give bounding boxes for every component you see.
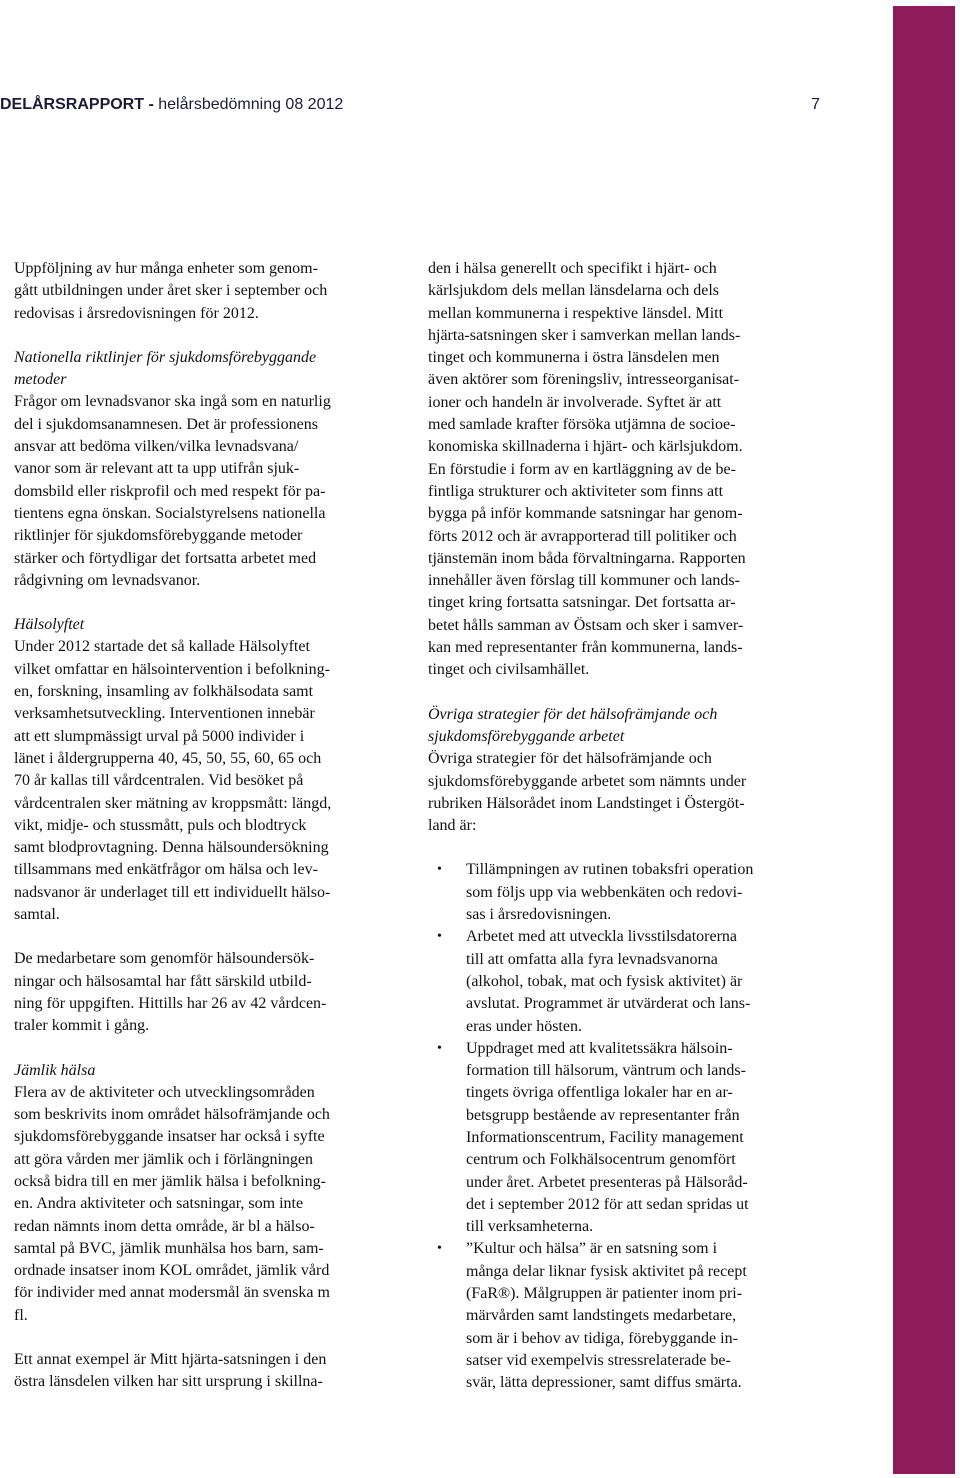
report-title [0,96,343,114]
section-body-halsolyftet-2: De medarbetare som genomför hälsoundersök- ningar och hälsosamtal har fått särskild utbild- ning för uppgiften. Hittills har 26 av 42 vårdcen- traler kommit i gång. [14,950,327,1035]
section-heading-riktlinjer: Nationella riktlinjer för sjukdomsförebyggande metoder [14,348,317,389]
left-column [14,258,406,1394]
section-body-ovriga-strategier: Övriga strategier för det hälsofrämjande och sjukdomsförebyggande arbetet som nämnts under rubriken Hälsorådet inom Landstinget i Östergöt- land är: [428,750,747,835]
bullet-item [428,1238,828,1394]
bullet-text: Arbetet med att utveckla livsstilsdatorerna till att omfatta alla fyra levnadsvanorna (alkohol, tobak, mat och fysisk aktivitet) är avslutat. Programmet är utvärderat och lans- eras under hösten. [466,928,751,1035]
report-title-bold: DELÅRSRAPPORT - [0,96,159,113]
intro-paragraph: Uppföljning av hur många enheter som genom- gått utbildningen under året sker i september och redovisas i årsredovisningen för 2012. [14,260,328,322]
section-body-jamlik-halsa: Flera av de aktiviteter och utvecklingsområden som beskrivits inom området hälsofrämjande och sjukdomsförebyggande insatser har också i syfte att göra vården mer jämlik och i förlängningen också bidra till en mer jämlik hälsa i befolkning- en. Andra aktiviteter och satsningar, som inte redan nämnts inom detta område, är bl a hälso- samtal på BVC, jämlik munhälsa hos barn, sam- ordnade insatser inom KOL området, jämlik vård för individer med annat modersmål än svenska m fl. [14,1083,330,1324]
sidebar-color-bar [893,6,955,1474]
bullet-icon: • [437,1241,442,1257]
section-body-jamlik-halsa-2: Ett annat exempel är Mitt hjärta-satsningen i den östra länsdelen vilken har sitt ursprung i skillna- [14,1351,327,1391]
bullet-icon: • [437,862,442,878]
report-title-subtitle: helårsbedömning 08 2012 [158,96,344,113]
continued-paragraph: den i hälsa generellt och specifikt i hjärt- och kärlsjukdom dels mellan länsdelarna och dels mellan kommunerna i respektive länsdel. Mitt hjärta-satsningen sker i samverkan mellan lands- tinget och kommunerna i östra länsdelen men även aktörer som föreningsliv, intresseorganisat- ioner och handeln är involverade. Syftet är att med samlade krafter försöka utjämna de socioe- konomiska skillnaderna i hjärt- och kärlsjukdom. En förstudie i form av en kartläggning av de be- fintliga strukturer och aktiviteter som finns att bygga på inför kommande satsningar har genom- förts 2012 och är avrapporterad till politiker och tjänstemän inom båda förvaltningarna. Rapporten innehåller även förslag till kommuner och lands- tinget kring fortsatta satsningar. Det fortsatta ar- betet hålls samman av Östsam och sker i samver- kan med representanter från kommunerna, lands- tinget och civilsamhället. [428,260,746,679]
bullet-icon: • [437,929,442,945]
section-heading-halsolyftet: Hälsolyftet [14,616,85,634]
section-heading-jamlik-halsa: Jämlik hälsa [14,1061,96,1079]
section-body-riktlinjer: Frågor om levnadsvanor ska ingå som en naturlig del i sjukdomsanamnesen. Det är professionens ansvar att bedöma vilken/vilka levnadsvana/ vanor som är relevant att ta upp utifrån sjuk- domsbild eller riskprofil och med respekt för pa- tientens egna önskan. Socialstyrelsens nationella riktlinjer för sjukdomsförebyggande metoder stärker och förtydligar det fortsatta arbetet med rådgivning om levnadsvanor. [14,393,331,589]
bullet-text: Tillämpningen av rutinen tobaksfri operation som följs upp via webbenkäten och redovi- sas i årsredovisningen. [466,861,754,924]
page-header [0,96,820,120]
bullet-item [428,859,828,926]
right-column [428,258,828,1395]
bullet-item [428,1038,828,1239]
bullet-text: Uppdraget med att kvalitetssäkra hälsoin- formation till hälsorum, väntrum och lands- tingets övriga offentliga lokaler har en ar- betsgrupp bestående av representanter från Informationscentrum, Facility management centrum och Folkhälsocentrum genomfört under året. Arbetet presenteras på Hälsoråd- det i september 2012 för att sedan spridas ut till verksamheterna. [466,1039,749,1236]
bullet-icon: • [437,1040,442,1056]
page-number: 7 [811,96,820,113]
bullet-text: ”Kultur och hälsa” är en satsning som i många delar liknar fysisk aktivitet på recept (FaR®). Målgruppen är patienter inom pri- märvården samt landstingets medarbetare, som är i behov av tidiga, förebyggande in- satser vid exempelvis stressrelaterade be- svär, lätta depressioner, samt diffus smärta. [466,1240,747,1392]
section-body-halsolyftet: Under 2012 startade det så kallade Hälsolyftet vilket omfattar en hälsointervention i befolkning- en, forskning, insamling av folkhälsodata samt verksamhetsutveckling. Interventionen innebär att ett slumpmässigt urval på 5000 individer i länet i åldergrupperna 40, 45, 50, 55, 60, 65 och 70 år kallas till vårdcentralen. Vid besöket på vårdcentralen sker mätning av kroppsmått: längd, vikt, midje- och stussmått, puls och blodtryck samt blodprovtagning. Denna hälsoundersökning tillsammans med enkätfrågor om hälsa och lev- nadsvanor är underlaget till ett individuellt hälso- samtal. [14,638,332,924]
section-heading-ovriga-strategier: Övriga strategier för det hälsofrämjande och sjukdomsförebyggande arbetet [428,705,718,745]
strategy-bullet-list [428,859,828,1394]
bullet-item [428,926,828,1037]
